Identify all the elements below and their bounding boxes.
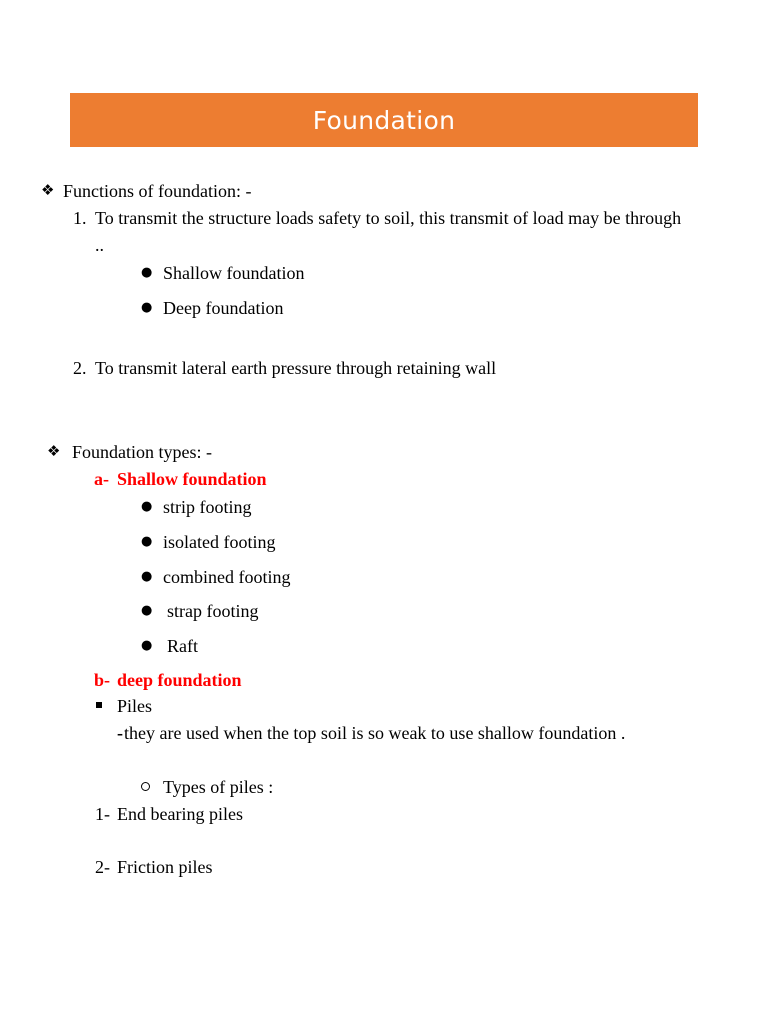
shallow-label: a- (94, 469, 109, 489)
disc-bullet-icon: ● (141, 499, 153, 514)
shallow-item-strip: strip footing (163, 497, 252, 517)
pile-type-1-text: End bearing piles (117, 804, 243, 824)
diamond-bullet-icon: ❖ (47, 442, 61, 460)
deep-label: b- (94, 670, 111, 690)
shallow-item-isolated: isolated footing (163, 532, 276, 552)
piles-label: Piles (117, 696, 153, 716)
piles-dash: - (117, 723, 123, 743)
title-banner (70, 93, 698, 147)
piles-description: they are used when the top soil is so weak to use shallow foundation . (124, 723, 626, 743)
types-heading: Foundation types: - (72, 442, 212, 462)
disc-bullet-icon: ● (141, 603, 153, 618)
pile-type-1-number: 1- (95, 804, 110, 824)
disc-bullet-icon: ● (141, 569, 153, 584)
item-1-text: To transmit the structure loads safety to soil, this transmit of load may be through (95, 208, 682, 228)
item-1-continuation: .. (95, 235, 104, 255)
item-2-text: To transmit lateral earth pressure through retaining wall (95, 358, 497, 378)
shallow-item-combined: combined footing (163, 567, 291, 587)
functions-heading: Functions of foundation: - (63, 181, 252, 201)
pile-type-2-text: Friction piles (117, 857, 213, 877)
square-bullet-icon (96, 702, 102, 708)
item-1-number: 1. (73, 208, 87, 228)
page-title: Foundation (312, 105, 456, 135)
shallow-item-strap: strap footing (167, 601, 259, 621)
disc-bullet-icon: ● (141, 534, 153, 549)
types-of-piles-heading: Types of piles : (163, 777, 274, 797)
circle-bullet-icon (141, 782, 150, 791)
bullet-shallow-foundation: Shallow foundation (163, 263, 305, 283)
item-2-number: 2. (73, 358, 87, 378)
shallow-title: Shallow foundation (117, 469, 267, 489)
disc-bullet-icon: ● (141, 300, 153, 315)
disc-bullet-icon: ● (141, 265, 153, 280)
pile-type-2-number: 2- (95, 857, 110, 877)
shallow-item-raft: Raft (167, 636, 198, 656)
disc-bullet-icon: ● (141, 638, 153, 653)
bullet-deep-foundation: Deep foundation (163, 298, 284, 318)
deep-title: deep foundation (117, 670, 242, 690)
diamond-bullet-icon: ❖ (41, 181, 55, 199)
